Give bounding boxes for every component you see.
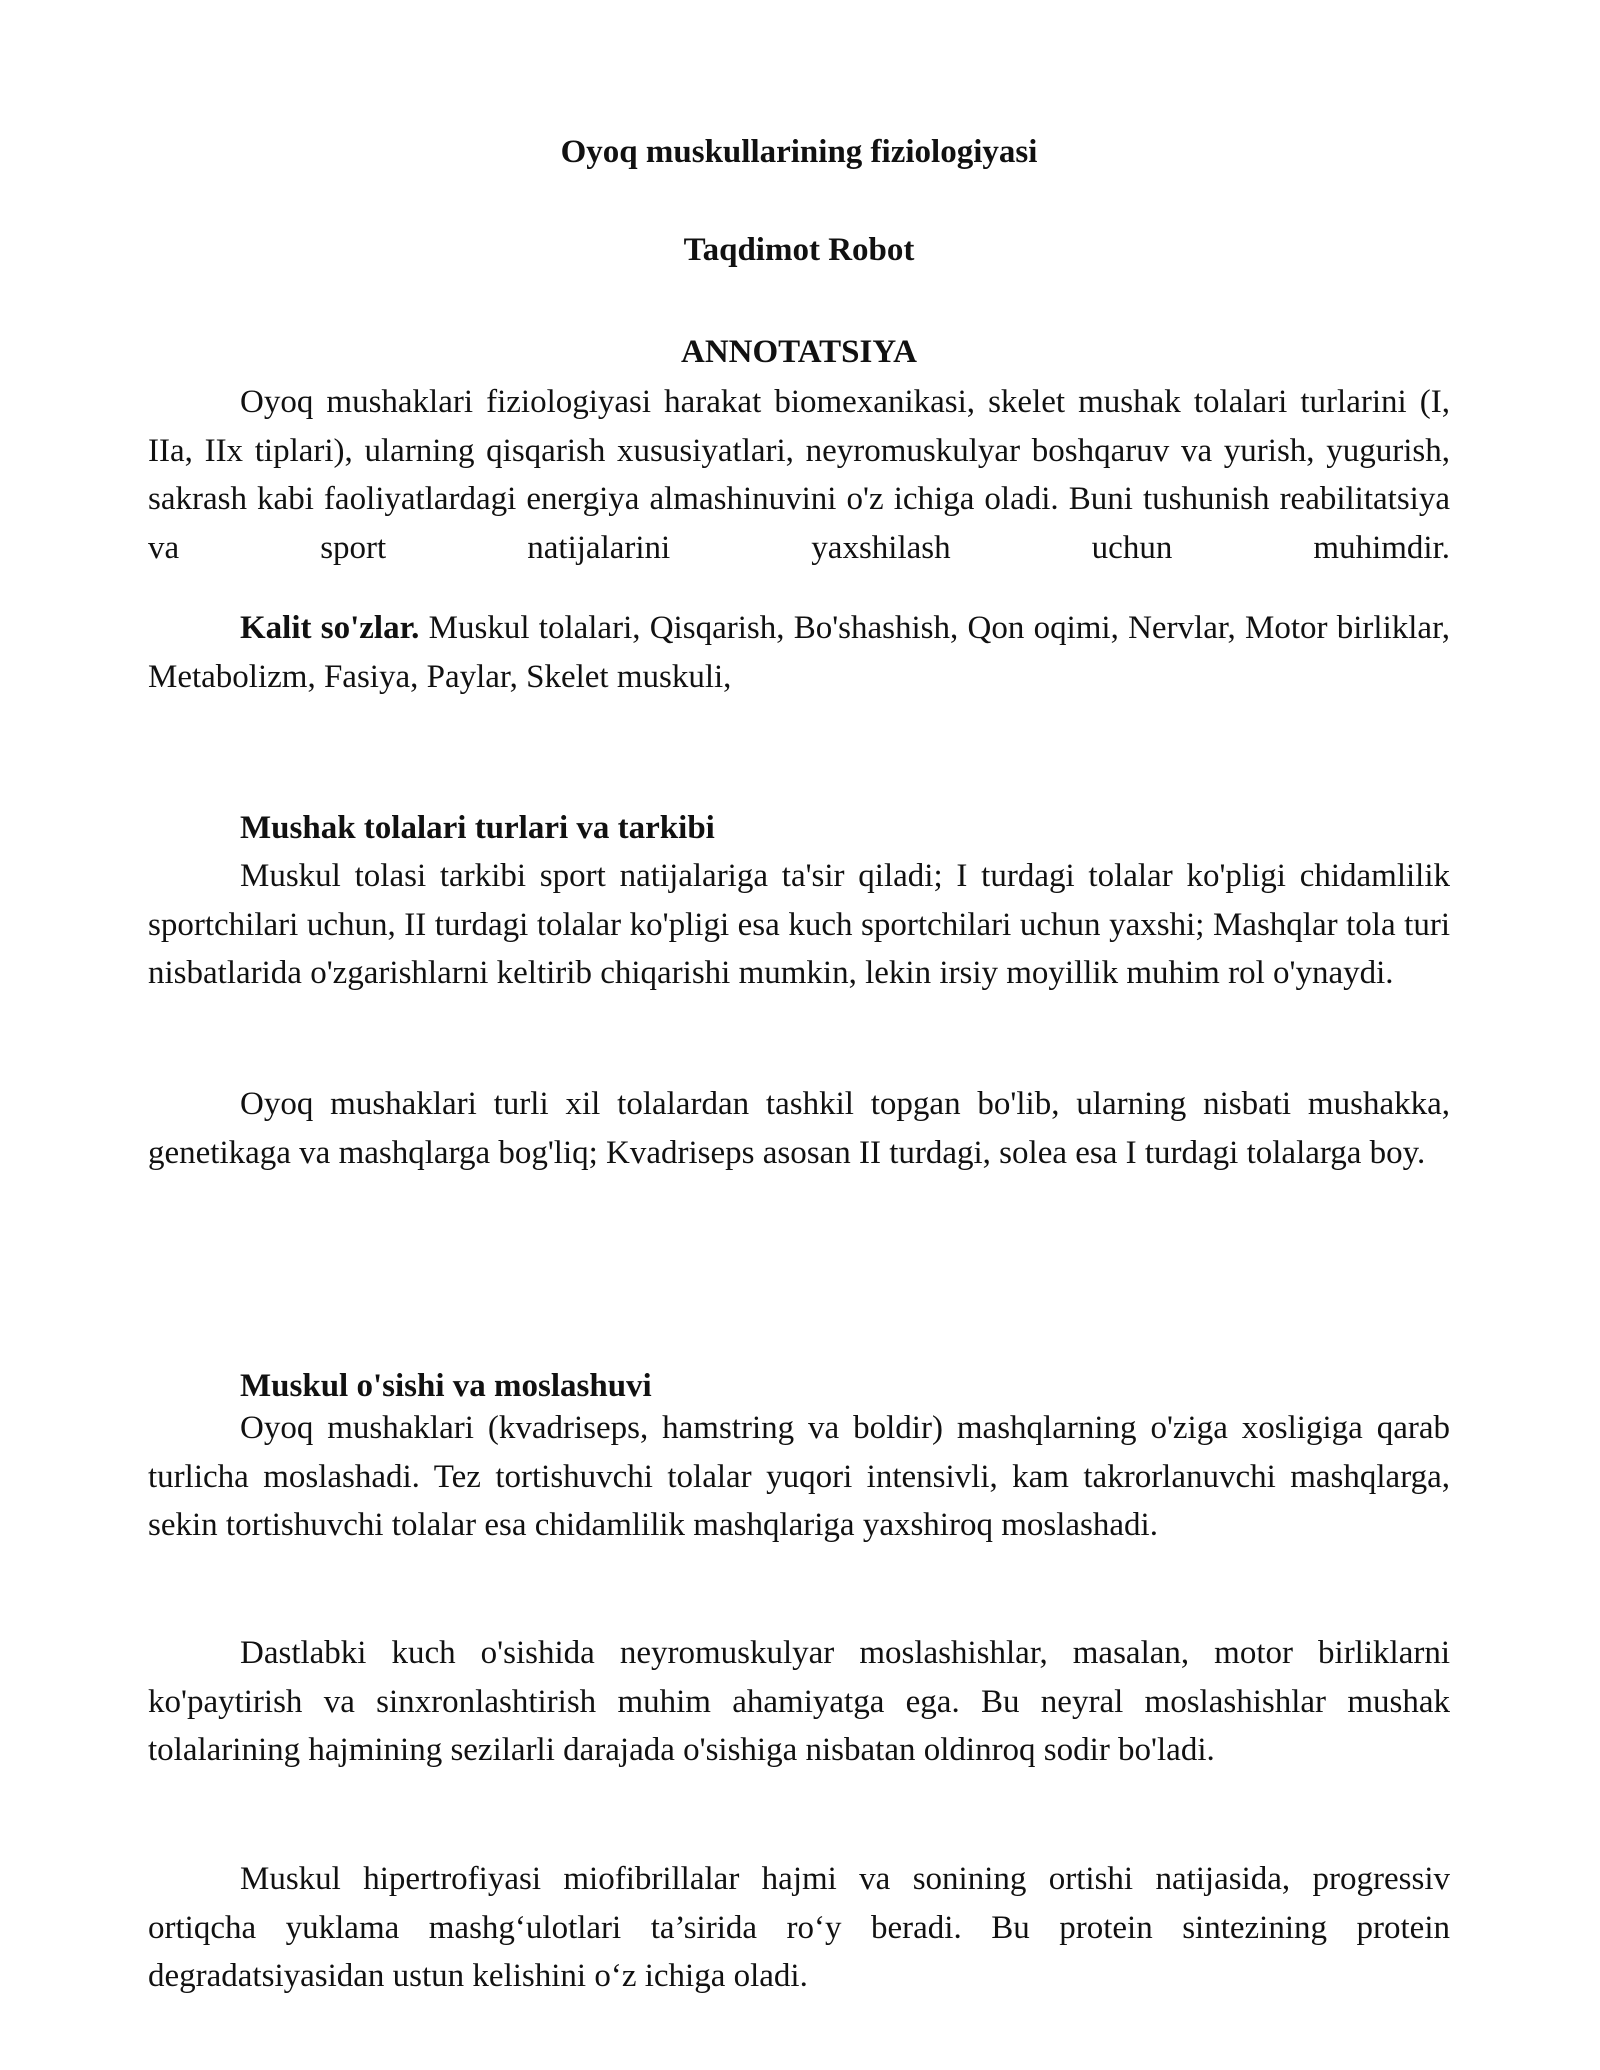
- section1-paragraph-1: Muskul tolasi tarkibi sport natijalariga ta'sir qiladi; I turdagi tolalar ko'pligi chidamlilik sportchilari uchun, II turdagi tolalar ko'pligi esa kuch sportchilari uchun yaxshi; Mashqlar tola turi nisbatlarida o'zgarishlarni keltirib chiqarishi mumkin, lekin irsiy moyillik muhim rol o'ynaydi.: [148, 858, 1450, 991]
- document-title: Oyoq muskullarining fiziologiyasi: [560, 134, 1038, 170]
- section1-paragraph-2: Oyoq mushaklari turli xil tolalardan tashkil topgan bo'lib, ularning nisbati mushakka, genetikaga va mashqlarga bog'liq; Kvadriseps asosan II turdagi, solea esa I turdagi tolalarga boy.: [148, 1086, 1450, 1171]
- section2-paragraph-1: Oyoq mushaklari (kvadriseps, hamstring va boldir) mashqlarning o'ziga xosligiga qarab turlicha moslashadi. Tez tortishuvchi tolalar yuqori intensivli, kam takrorlanuvchi mashqlarga, sekin tortishuvchi tolalar esa chidamlilik mashqlariga yaxshiroq moslashadi.: [148, 1410, 1450, 1543]
- annotation-paragraph: Oyoq mushaklari fiziologiyasi harakat biomexanikasi, skelet mushak tolalari turlarini (I, IIa, IIx tiplari), ularning qisqarish xususiyatlari, neyromuskulyar boshqaruv va yurish, yugurish, sakrash kabi faoliyatlardagi energiya almashinuvini o'z ichiga oladi. Buni tushunish reabilitatsiya va sport natijalarini yaxshilash uchun muhimdir.: [148, 384, 1450, 566]
- annotation-heading: ANNOTATSIYA: [681, 334, 917, 370]
- document-author: Taqdimot Robot: [683, 232, 915, 268]
- section2-paragraph-2: Dastlabki kuch o'sishida neyromuskulyar moslashishlar, masalan, motor birliklarni ko'paytirish va sinxronlashtirish muhim ahamiyatga ega. Bu neyral moslashishlar mushak tolalarining hajmining sezilarli darajada o'sishiga nisbatan oldinroq sodir bo'ladi.: [148, 1635, 1450, 1768]
- section2-paragraph-3: Muskul hipertrofiyasi miofibrillalar hajmi va sonining ortishi natijasida, progressiv ortiqcha yuklama mashg‘ulotlari ta’sirida ro‘y beradi. Bu protein sintezining protein degradatsiyasidan ustun kelishini o‘z ichiga oladi.: [148, 1861, 1450, 1994]
- section-heading-muscle-growth: Muskul o'sishi va moslashuvi: [240, 1368, 652, 1404]
- keywords-label: Kalit so'zlar.: [240, 610, 420, 646]
- section-heading-fiber-types: Mushak tolalari turlari va tarkibi: [240, 810, 715, 846]
- keywords-text: Muskul tolalari, Qisqarish, Bo'shashish, Qon oqimi, Nervlar, Motor birliklar, Metabolizm, Fasiya, Paylar, Skelet muskuli,: [148, 610, 1450, 695]
- keywords-paragraph: [148, 604, 1450, 701]
